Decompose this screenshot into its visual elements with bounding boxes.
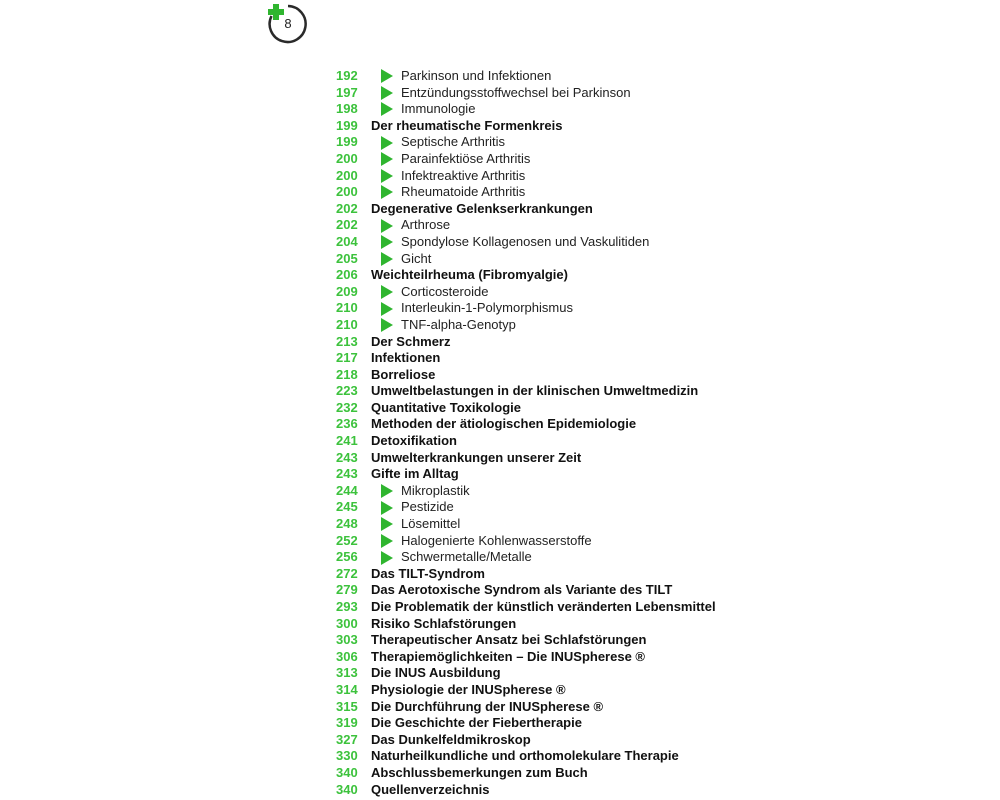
- toc-chapter-row: [336, 748, 896, 765]
- toc-subentry-row: [336, 300, 896, 317]
- toc-page-number: 202: [336, 200, 358, 216]
- toc-subentry-row: [336, 134, 896, 151]
- toc-chapter-row: [336, 450, 896, 467]
- toc-title: Infektionen: [371, 350, 441, 366]
- green-arrow-bullet-icon: [381, 136, 393, 150]
- toc-page-number: 272: [336, 565, 358, 581]
- toc-title: Infektreaktive Arthritis: [401, 167, 526, 183]
- toc-subentry-row: [336, 234, 896, 251]
- page-number: 8: [284, 16, 292, 31]
- toc-subentry-row: [336, 533, 896, 550]
- toc-page-number: 198: [336, 101, 358, 117]
- toc-chapter-row: [336, 782, 896, 799]
- toc-subentry-row: [336, 284, 896, 301]
- toc-chapter-row: [336, 582, 896, 599]
- toc-page-number: 300: [336, 615, 358, 631]
- toc-page-number: 330: [336, 748, 358, 764]
- toc-page-number: 319: [336, 715, 358, 731]
- toc-title: Mikroplastik: [401, 482, 470, 498]
- toc-page-number: 199: [336, 117, 358, 133]
- green-arrow-bullet-icon: [381, 252, 393, 266]
- green-arrow-bullet-icon: [381, 86, 393, 100]
- toc-chapter-row: [336, 732, 896, 749]
- green-arrow-bullet-icon: [381, 169, 393, 183]
- toc-chapter-row: [336, 616, 896, 633]
- toc-subentry-row: [336, 168, 896, 185]
- toc-subentry-row: [336, 101, 896, 118]
- toc-title: Gicht: [401, 250, 432, 266]
- toc-title: Die INUS Ausbildung: [371, 665, 501, 681]
- toc-chapter-row: [336, 416, 896, 433]
- toc-title: Borreliose: [371, 366, 436, 382]
- toc-subentry-row: [336, 85, 896, 102]
- toc-chapter-row: [336, 682, 896, 699]
- toc-page-number: 252: [336, 532, 358, 548]
- toc-title: Das TILT-Syndrom: [371, 565, 485, 581]
- toc-title: Immunologie: [401, 101, 476, 117]
- toc-title: Schwermetalle/Metalle: [401, 549, 532, 565]
- toc-title: Gifte im Alltag: [371, 466, 459, 482]
- toc-page-number: 244: [336, 482, 358, 498]
- toc-title: Methoden der ätiologischen Epidemiologie: [371, 416, 637, 432]
- green-arrow-bullet-icon: [381, 102, 393, 116]
- toc-title: Spondylose Kollagenosen und Vaskulitiden: [401, 233, 650, 249]
- toc-subentry-row: [336, 499, 896, 516]
- toc-page-number: 279: [336, 582, 358, 598]
- toc-title: Interleukin-1-Polymorphismus: [401, 300, 573, 316]
- toc-page-number: 243: [336, 466, 358, 482]
- toc-chapter-row: [336, 267, 896, 284]
- toc-page-number: 232: [336, 399, 358, 415]
- green-arrow-bullet-icon: [381, 517, 393, 531]
- green-arrow-bullet-icon: [381, 185, 393, 199]
- toc-subentry-row: [336, 317, 896, 334]
- toc-title: Die Problematik der künstlich veränderten Lebensmittel: [371, 599, 716, 614]
- toc-title: Therapiemöglichkeiten – Die INUSpherese ®: [371, 648, 645, 664]
- toc-page-number: 248: [336, 516, 358, 532]
- toc-page-number: 223: [336, 383, 358, 399]
- toc-page-number: 256: [336, 549, 358, 565]
- toc-chapter-row: [336, 400, 896, 417]
- toc-title: Weichteilrheuma (Fibromyalgie): [371, 267, 568, 283]
- toc-title: Entzündungsstoffwechsel bei Parkinson: [401, 84, 631, 100]
- toc-page-number: 303: [336, 632, 358, 648]
- toc-page-number: 245: [336, 499, 358, 515]
- toc-page-number: 213: [336, 333, 358, 349]
- green-arrow-bullet-icon: [381, 551, 393, 565]
- toc-page-number: 205: [336, 250, 358, 266]
- green-arrow-bullet-icon: [381, 302, 393, 316]
- toc-page-number: 293: [336, 599, 358, 614]
- green-arrow-bullet-icon: [381, 534, 393, 548]
- toc-chapter-row: [336, 433, 896, 450]
- toc-page-number: 340: [336, 781, 358, 797]
- green-arrow-bullet-icon: [381, 219, 393, 233]
- toc-subentry-row: [336, 483, 896, 500]
- green-arrow-bullet-icon: [381, 69, 393, 83]
- toc-chapter-row: [336, 334, 896, 351]
- toc-title: Die Durchführung der INUSpherese ®: [371, 698, 604, 714]
- toc-title: Naturheilkundliche und orthomolekulare Therapie: [371, 748, 679, 764]
- toc-title: Risiko Schlafstörungen: [371, 615, 517, 631]
- toc-page-number: 327: [336, 731, 358, 747]
- green-arrow-bullet-icon: [381, 318, 393, 332]
- toc-chapter-row: [336, 632, 896, 649]
- toc-title: Quellenverzeichnis: [371, 781, 490, 797]
- toc-page-number: 200: [336, 150, 358, 166]
- toc-chapter-row: [336, 466, 896, 483]
- toc-page-number: 340: [336, 764, 358, 780]
- toc-title: Physiologie der INUSpherese ®: [371, 681, 566, 697]
- toc-page-number: 217: [336, 350, 358, 366]
- toc-page-number: 200: [336, 184, 358, 200]
- toc-title: Degenerative Gelenkserkrankungen: [371, 200, 593, 216]
- toc-subentry-row: [336, 516, 896, 533]
- toc-page-number: 200: [336, 167, 358, 183]
- toc-title: Der Schmerz: [371, 333, 451, 349]
- toc-title: Das Aerotoxische Syndrom als Variante des TILT: [371, 582, 673, 598]
- toc-title: Therapeutischer Ansatz bei Schlafstörungen: [371, 632, 647, 648]
- toc-page-number: 218: [336, 366, 358, 382]
- page-number-badge: [268, 4, 308, 44]
- toc-chapter-row: [336, 715, 896, 732]
- toc-subentry-row: [336, 68, 896, 85]
- table-of-contents: [336, 68, 896, 798]
- toc-page-number: 314: [336, 681, 358, 697]
- toc-title: Parainfektiöse Arthritis: [401, 150, 531, 166]
- toc-title: Das Dunkelfeldmikroskop: [371, 731, 531, 747]
- toc-chapter-row: [336, 649, 896, 666]
- toc-chapter-row: [336, 201, 896, 218]
- green-arrow-bullet-icon: [381, 484, 393, 498]
- toc-title: Pestizide: [401, 499, 454, 515]
- toc-title: Detoxifikation: [371, 433, 457, 449]
- toc-page-number: 315: [336, 698, 358, 714]
- green-arrow-bullet-icon: [381, 152, 393, 166]
- toc-title: Parkinson und Infektionen: [401, 68, 552, 83]
- toc-title: Rheumatoide Arthritis: [401, 184, 526, 200]
- toc-title: Umweltbelastungen in der klinischen Umweltmedizin: [371, 383, 699, 399]
- toc-title: Halogenierte Kohlenwasserstoffe: [401, 532, 592, 548]
- toc-chapter-row: [336, 665, 896, 682]
- toc-title: Die Geschichte der Fiebertherapie: [371, 715, 582, 731]
- toc-chapter-row: [336, 383, 896, 400]
- toc-subentry-row: [336, 151, 896, 168]
- toc-page-number: 199: [336, 134, 358, 150]
- toc-subentry-row: [336, 217, 896, 234]
- toc-page-number: 202: [336, 217, 358, 233]
- toc-page-number: 210: [336, 300, 358, 316]
- toc-subentry-row: [336, 549, 896, 566]
- toc-title: Lösemittel: [401, 516, 461, 532]
- toc-page-number: 204: [336, 233, 358, 249]
- toc-title: Quantitative Toxikologie: [371, 399, 522, 415]
- toc-page-number: 306: [336, 648, 358, 664]
- toc-page-number: 209: [336, 283, 358, 299]
- toc-page-number: 210: [336, 316, 358, 332]
- toc-title: Septische Arthritis: [401, 134, 506, 150]
- toc-chapter-row: [336, 566, 896, 583]
- toc-page-number: 313: [336, 665, 358, 681]
- toc-title: Corticosteroide: [401, 283, 489, 299]
- toc-title: Der rheumatische Formenkreis: [371, 117, 563, 133]
- toc-chapter-row: [336, 699, 896, 716]
- green-arrow-bullet-icon: [381, 235, 393, 249]
- toc-title: Arthrose: [401, 217, 451, 233]
- toc-title: Abschlussbemerkungen zum Buch: [371, 764, 588, 780]
- toc-chapter-row: [336, 118, 896, 135]
- toc-page-number: 241: [336, 433, 358, 449]
- green-arrow-bullet-icon: [381, 501, 393, 515]
- toc-page-number: 236: [336, 416, 358, 432]
- toc-chapter-row: [336, 367, 896, 384]
- toc-title: Umwelterkrankungen unserer Zeit: [371, 449, 582, 465]
- toc-chapter-row: [336, 599, 896, 616]
- toc-page-number: 197: [336, 84, 358, 100]
- green-arrow-bullet-icon: [381, 285, 393, 299]
- toc-page-number: 192: [336, 68, 358, 83]
- toc-page-number: 243: [336, 449, 358, 465]
- toc-title: TNF-alpha-Genotyp: [401, 316, 516, 332]
- toc-page-number: 206: [336, 267, 358, 283]
- toc-chapter-row: [336, 765, 896, 782]
- toc-subentry-row: [336, 251, 896, 268]
- toc-chapter-row: [336, 350, 896, 367]
- toc-subentry-row: [336, 184, 896, 201]
